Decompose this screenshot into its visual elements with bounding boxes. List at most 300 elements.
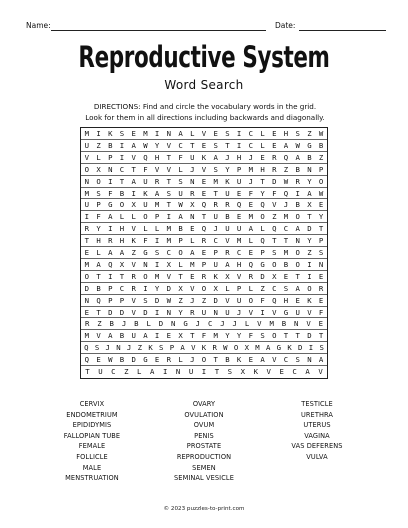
grid-letter[interactable]: N [307, 164, 312, 174]
grid-letter[interactable]: T [201, 212, 207, 222]
grid-letter[interactable]: P [169, 343, 175, 353]
grid-letter[interactable]: R [166, 355, 172, 365]
grid-letter[interactable]: V [131, 259, 136, 269]
grid-letter[interactable]: C [248, 129, 254, 138]
grid-letter[interactable]: N [213, 307, 218, 317]
grid-letter[interactable]: L [248, 283, 254, 293]
grid-letter[interactable]: G [183, 319, 188, 329]
grid-letter[interactable]: A [248, 224, 254, 234]
grid-letter[interactable]: V [225, 236, 230, 246]
grid-letter[interactable]: B [119, 355, 125, 365]
grid-letter[interactable]: M [213, 176, 218, 186]
grid-letter[interactable]: J [248, 152, 254, 162]
grid-letter[interactable]: R [84, 224, 90, 234]
grid-letter[interactable]: Z [178, 295, 183, 305]
grid-letter[interactable]: B [109, 319, 114, 329]
grid-letter[interactable]: E [190, 271, 195, 281]
grid-letter[interactable]: G [276, 343, 282, 353]
grid-letter[interactable]: S [159, 343, 164, 353]
grid-letter[interactable]: O [295, 259, 300, 269]
grid-letter[interactable]: C [178, 140, 183, 150]
grid-letter[interactable]: M [143, 129, 148, 138]
grid-letter[interactable]: H [96, 236, 101, 246]
grid-letter[interactable]: P [318, 164, 324, 174]
grid-letter[interactable]: J [121, 319, 127, 329]
grid-letter[interactable]: U [84, 200, 90, 210]
grid-letter[interactable]: I [307, 259, 312, 269]
grid-letter[interactable]: O [318, 176, 324, 186]
grid-letter[interactable]: V [225, 295, 230, 305]
grid-letter[interactable]: U [143, 200, 148, 210]
grid-letter[interactable]: O [119, 200, 125, 210]
grid-letter[interactable]: Y [260, 188, 265, 198]
grid-letter[interactable]: B [281, 319, 287, 329]
grid-letter[interactable]: J [126, 343, 132, 353]
grid-letter[interactable]: I [108, 224, 113, 234]
grid-letter[interactable]: T [225, 140, 230, 150]
grid-letter[interactable]: I [119, 140, 125, 150]
grid-letter[interactable]: C [119, 283, 125, 293]
grid-letter[interactable]: E [318, 295, 324, 305]
grid-letter[interactable]: E [248, 355, 254, 365]
grid-letter[interactable]: V [236, 271, 242, 281]
grid-letter[interactable]: A [190, 248, 195, 258]
grid-letter[interactable]: C [292, 367, 297, 377]
grid-letter[interactable]: L [154, 224, 160, 234]
grid-letter[interactable]: M [84, 188, 90, 198]
grid-letter[interactable]: J [105, 343, 110, 353]
grid-letter[interactable]: T [85, 367, 90, 377]
grid-letter[interactable]: O [96, 176, 101, 186]
grid-letter[interactable]: E [248, 200, 254, 210]
grid-letter[interactable]: G [260, 259, 265, 269]
grid-letter[interactable]: O [201, 283, 207, 293]
grid-letter[interactable]: I [201, 367, 207, 377]
grid-letter[interactable]: A [225, 259, 230, 269]
grid-letter[interactable]: J [236, 307, 242, 317]
grid-letter[interactable]: R [201, 236, 207, 246]
grid-letter[interactable]: V [272, 307, 277, 317]
grid-letter[interactable]: S [178, 176, 183, 186]
name-blank-line[interactable] [51, 30, 266, 31]
grid-letter[interactable]: U [213, 212, 218, 222]
grid-letter[interactable]: Y [236, 331, 242, 341]
grid-letter[interactable]: Y [154, 140, 160, 150]
grid-letter[interactable]: P [213, 248, 218, 258]
grid-letter[interactable]: X [213, 283, 218, 293]
grid-letter[interactable]: Q [272, 224, 277, 234]
grid-letter[interactable]: B [225, 212, 230, 222]
grid-letter[interactable]: L [190, 236, 195, 246]
grid-letter[interactable]: A [318, 355, 324, 365]
grid-letter[interactable]: V [272, 200, 277, 210]
grid-letter[interactable]: U [98, 367, 103, 377]
grid-letter[interactable]: K [201, 152, 207, 162]
grid-letter[interactable]: A [108, 248, 113, 258]
grid-letter[interactable]: Q [201, 224, 207, 234]
grid-letter[interactable]: K [131, 236, 136, 246]
grid-letter[interactable]: Q [84, 343, 89, 353]
grid-letter[interactable]: X [131, 200, 136, 210]
grid-letter[interactable]: T [166, 152, 172, 162]
grid-letter[interactable]: C [207, 319, 213, 329]
grid-letter[interactable]: A [305, 367, 310, 377]
grid-letter[interactable]: Z [307, 248, 312, 258]
grid-letter[interactable]: H [236, 152, 242, 162]
grid-letter[interactable]: G [283, 307, 289, 317]
grid-letter[interactable]: T [84, 236, 90, 246]
grid-letter[interactable]: V [201, 129, 207, 138]
grid-letter[interactable]: A [131, 140, 136, 150]
grid-letter[interactable]: I [308, 343, 314, 353]
grid-letter[interactable]: H [154, 152, 160, 162]
grid-letter[interactable]: D [143, 307, 148, 317]
grid-letter[interactable]: R [295, 176, 300, 186]
grid-letter[interactable]: P [108, 152, 113, 162]
grid-letter[interactable]: Y [318, 212, 324, 222]
grid-letter[interactable]: Y [178, 307, 183, 317]
grid-letter[interactable]: T [166, 200, 172, 210]
grid-letter[interactable]: S [272, 248, 277, 258]
grid-letter[interactable]: C [248, 140, 254, 150]
grid-letter[interactable]: U [84, 140, 90, 150]
grid-letter[interactable]: V [96, 331, 101, 341]
grid-letter[interactable]: N [116, 343, 121, 353]
grid-letter[interactable]: L [260, 224, 265, 234]
grid-letter[interactable]: T [96, 307, 101, 317]
grid-letter[interactable]: D [131, 355, 136, 365]
grid-letter[interactable]: D [307, 224, 312, 234]
grid-letter[interactable]: J [248, 176, 254, 186]
grid-letter[interactable]: K [108, 129, 113, 138]
grid-letter[interactable]: J [225, 152, 230, 162]
grid-letter[interactable]: Y [307, 236, 312, 246]
grid-letter[interactable]: V [154, 164, 160, 174]
grid-letter[interactable]: B [295, 164, 300, 174]
grid-letter[interactable]: U [236, 295, 242, 305]
grid-letter[interactable]: S [143, 295, 148, 305]
grid-letter[interactable]: C [283, 224, 289, 234]
grid-letter[interactable]: E [166, 331, 172, 341]
grid-letter[interactable]: R [318, 283, 324, 293]
grid-letter[interactable]: Z [307, 129, 312, 138]
grid-letter[interactable]: I [154, 331, 160, 341]
grid-letter[interactable]: T [318, 224, 324, 234]
grid-letter[interactable]: F [143, 236, 148, 246]
grid-letter[interactable]: N [190, 212, 195, 222]
grid-letter[interactable]: K [287, 343, 292, 353]
grid-letter[interactable]: G [143, 355, 148, 365]
grid-letter[interactable]: E [260, 152, 265, 162]
grid-letter[interactable]: Q [108, 259, 113, 269]
grid-letter[interactable]: U [236, 176, 242, 186]
grid-letter[interactable]: P [318, 236, 324, 246]
grid-letter[interactable]: A [295, 152, 300, 162]
grid-letter[interactable]: L [190, 129, 195, 138]
grid-letter[interactable]: R [272, 164, 277, 174]
grid-letter[interactable]: A [143, 331, 148, 341]
grid-letter[interactable]: L [260, 140, 265, 150]
grid-letter[interactable]: I [166, 212, 172, 222]
grid-letter[interactable]: W [178, 200, 183, 210]
grid-letter[interactable]: N [295, 236, 300, 246]
grid-letter[interactable]: E [84, 307, 90, 317]
grid-letter[interactable]: L [244, 319, 250, 329]
grid-letter[interactable]: O [143, 212, 148, 222]
grid-letter[interactable]: V [306, 319, 311, 329]
grid-letter[interactable]: Q [260, 236, 265, 246]
grid-letter[interactable]: T [119, 271, 125, 281]
grid-letter[interactable]: H [236, 259, 242, 269]
grid-letter[interactable]: J [190, 355, 195, 365]
grid-letter[interactable]: C [236, 248, 242, 258]
grid-letter[interactable]: N [84, 176, 90, 186]
grid-letter[interactable]: M [166, 224, 172, 234]
grid-letter[interactable]: D [119, 307, 125, 317]
grid-letter[interactable]: P [96, 200, 101, 210]
grid-letter[interactable]: C [213, 236, 218, 246]
grid-letter[interactable]: M [166, 236, 172, 246]
grid-letter[interactable]: R [201, 271, 207, 281]
grid-letter[interactable]: O [201, 355, 207, 365]
grid-letter[interactable]: F [248, 331, 254, 341]
grid-letter[interactable]: P [236, 164, 242, 174]
grid-letter[interactable]: R [84, 319, 90, 329]
grid-letter[interactable]: Q [272, 295, 277, 305]
grid-letter[interactable]: I [260, 307, 265, 317]
grid-letter[interactable]: E [201, 248, 207, 258]
grid-letter[interactable]: W [108, 355, 113, 365]
grid-letter[interactable]: L [146, 319, 151, 329]
grid-letter[interactable]: V [257, 319, 262, 329]
grid-letter[interactable]: P [260, 248, 265, 258]
grid-letter[interactable]: A [96, 259, 101, 269]
grid-letter[interactable]: V [201, 164, 207, 174]
grid-letter[interactable]: V [131, 295, 136, 305]
grid-letter[interactable]: O [272, 259, 277, 269]
grid-letter[interactable]: D [307, 331, 312, 341]
grid-letter[interactable]: X [190, 200, 195, 210]
grid-letter[interactable]: L [143, 224, 148, 234]
grid-letter[interactable]: E [84, 248, 90, 258]
grid-letter[interactable]: F [143, 164, 148, 174]
grid-letter[interactable]: A [265, 343, 271, 353]
grid-letter[interactable]: F [108, 188, 113, 198]
grid-letter[interactable]: P [201, 259, 207, 269]
grid-letter[interactable]: J [195, 319, 201, 329]
grid-letter[interactable]: P [236, 283, 242, 293]
grid-letter[interactable]: S [227, 367, 233, 377]
grid-letter[interactable]: Z [124, 367, 129, 377]
grid-letter[interactable]: E [201, 140, 207, 150]
grid-letter[interactable]: T [283, 236, 289, 246]
grid-letter[interactable]: S [295, 355, 300, 365]
grid-letter[interactable]: T [318, 331, 324, 341]
grid-letter[interactable]: Z [96, 140, 101, 150]
grid-letter[interactable]: F [201, 331, 207, 341]
grid-letter[interactable]: Q [143, 152, 148, 162]
grid-letter[interactable]: K [307, 295, 312, 305]
grid-letter[interactable]: W [223, 343, 228, 353]
grid-letter[interactable]: N [143, 259, 148, 269]
grid-letter[interactable]: E [236, 188, 242, 198]
grid-letter[interactable]: X [119, 259, 125, 269]
grid-letter[interactable]: L [248, 236, 254, 246]
grid-letter[interactable]: A [108, 212, 113, 222]
grid-letter[interactable]: Z [131, 248, 136, 258]
grid-letter[interactable]: M [255, 343, 260, 353]
grid-letter[interactable]: R [225, 200, 230, 210]
grid-letter[interactable]: L [131, 212, 136, 222]
grid-letter[interactable]: M [213, 331, 218, 341]
grid-letter[interactable]: J [213, 224, 218, 234]
grid-letter[interactable]: E [190, 224, 195, 234]
grid-letter[interactable]: O [307, 283, 312, 293]
grid-letter[interactable]: B [178, 224, 183, 234]
grid-letter[interactable]: U [131, 331, 136, 341]
grid-letter[interactable]: T [213, 188, 218, 198]
grid-letter[interactable]: D [260, 271, 265, 281]
grid-letter[interactable]: E [213, 129, 218, 138]
grid-letter[interactable]: R [248, 271, 254, 281]
grid-letter[interactable]: T [295, 271, 300, 281]
grid-letter[interactable]: X [307, 200, 312, 210]
grid-letter[interactable]: T [190, 140, 195, 150]
grid-letter[interactable]: N [318, 259, 324, 269]
grid-letter[interactable]: P [108, 295, 113, 305]
grid-letter[interactable]: R [213, 200, 218, 210]
grid-letter[interactable]: E [318, 319, 324, 329]
grid-letter[interactable]: O [260, 212, 265, 222]
grid-letter[interactable]: T [214, 367, 220, 377]
grid-letter[interactable]: A [260, 355, 265, 365]
grid-letter[interactable]: Y [96, 224, 101, 234]
grid-letter[interactable]: O [84, 164, 90, 174]
grid-letter[interactable]: A [295, 224, 300, 234]
grid-letter[interactable]: J [190, 295, 195, 305]
grid-letter[interactable]: I [154, 236, 160, 246]
grid-letter[interactable]: V [131, 307, 136, 317]
grid-letter[interactable]: I [131, 188, 136, 198]
grid-letter[interactable]: D [298, 343, 303, 353]
grid-letter[interactable]: F [248, 188, 254, 198]
grid-letter[interactable]: E [248, 248, 254, 258]
grid-letter[interactable]: T [283, 331, 289, 341]
grid-letter[interactable]: H [283, 295, 289, 305]
grid-letter[interactable]: I [108, 271, 113, 281]
grid-letter[interactable]: X [240, 367, 246, 377]
grid-letter[interactable]: K [213, 271, 218, 281]
grid-letter[interactable]: B [108, 140, 113, 150]
grid-letter[interactable]: J [283, 200, 289, 210]
grid-letter[interactable]: S [260, 331, 265, 341]
grid-letter[interactable]: E [154, 355, 160, 365]
grid-letter[interactable]: O [248, 295, 254, 305]
grid-letter[interactable]: M [154, 200, 160, 210]
grid-letter[interactable]: S [166, 188, 172, 198]
grid-letter[interactable]: A [213, 152, 218, 162]
grid-letter[interactable]: M [283, 248, 289, 258]
grid-letter[interactable]: U [178, 188, 183, 198]
grid-letter[interactable]: G [143, 248, 148, 258]
grid-letter[interactable]: S [225, 129, 230, 138]
grid-letter[interactable]: D [108, 307, 113, 317]
grid-letter[interactable]: D [213, 295, 218, 305]
grid-letter[interactable]: A [119, 248, 125, 258]
grid-letter[interactable]: S [94, 343, 100, 353]
grid-letter[interactable]: I [236, 129, 242, 138]
grid-letter[interactable]: Q [96, 295, 101, 305]
grid-letter[interactable]: I [154, 129, 160, 138]
grid-letter[interactable]: Q [236, 200, 242, 210]
grid-letter[interactable]: R [212, 343, 217, 353]
grid-letter[interactable]: G [108, 200, 113, 210]
grid-letter[interactable]: Z [272, 212, 277, 222]
grid-letter[interactable]: B [307, 152, 312, 162]
grid-letter[interactable]: M [84, 129, 90, 138]
grid-letter[interactable]: W [166, 295, 172, 305]
grid-letter[interactable]: O [143, 271, 148, 281]
grid-letter[interactable]: I [96, 129, 101, 138]
grid-letter[interactable]: A [178, 212, 183, 222]
grid-letter[interactable]: N [166, 129, 172, 138]
grid-letter[interactable]: X [178, 283, 183, 293]
grid-letter[interactable]: F [318, 307, 324, 317]
grid-letter[interactable]: X [166, 259, 172, 269]
grid-letter[interactable]: A [307, 188, 312, 198]
grid-letter[interactable]: U [201, 307, 207, 317]
grid-letter[interactable]: C [119, 164, 125, 174]
grid-letter[interactable]: V [131, 152, 136, 162]
grid-letter[interactable]: L [96, 248, 101, 258]
grid-letter[interactable]: X [178, 331, 183, 341]
grid-letter[interactable]: W [143, 140, 148, 150]
grid-letter[interactable]: E [318, 200, 324, 210]
grid-letter[interactable]: I [154, 259, 160, 269]
grid-letter[interactable]: W [318, 188, 324, 198]
grid-letter[interactable]: T [131, 164, 136, 174]
grid-letter[interactable]: T [260, 176, 265, 186]
grid-letter[interactable]: S [318, 248, 324, 258]
grid-letter[interactable]: K [143, 188, 148, 198]
grid-letter[interactable]: N [175, 367, 181, 377]
grid-letter[interactable]: K [201, 343, 207, 353]
grid-letter[interactable]: C [272, 283, 277, 293]
grid-letter[interactable]: Z [137, 343, 143, 353]
grid-letter[interactable]: E [96, 355, 101, 365]
grid-letter[interactable]: Q [283, 152, 289, 162]
grid-letter[interactable]: Y [154, 283, 160, 293]
grid-letter[interactable]: N [108, 164, 113, 174]
grid-letter[interactable]: R [190, 307, 195, 317]
grid-letter[interactable]: P [108, 283, 113, 293]
grid-letter[interactable]: I [162, 367, 168, 377]
grid-letter[interactable]: D [158, 319, 164, 329]
grid-letter[interactable]: V [190, 283, 195, 293]
grid-letter[interactable]: S [96, 188, 101, 198]
grid-letter[interactable]: Q [248, 259, 254, 269]
grid-letter[interactable]: D [84, 283, 90, 293]
grid-letter[interactable]: C [166, 248, 172, 258]
grid-letter[interactable]: R [190, 188, 195, 198]
grid-letter[interactable]: E [295, 295, 300, 305]
grid-letter[interactable]: Z [318, 152, 324, 162]
grid-letter[interactable]: U [225, 224, 230, 234]
grid-letter[interactable]: B [119, 331, 125, 341]
grid-letter[interactable]: V [191, 343, 196, 353]
grid-letter[interactable]: H [119, 236, 125, 246]
grid-letter[interactable]: D [166, 283, 172, 293]
